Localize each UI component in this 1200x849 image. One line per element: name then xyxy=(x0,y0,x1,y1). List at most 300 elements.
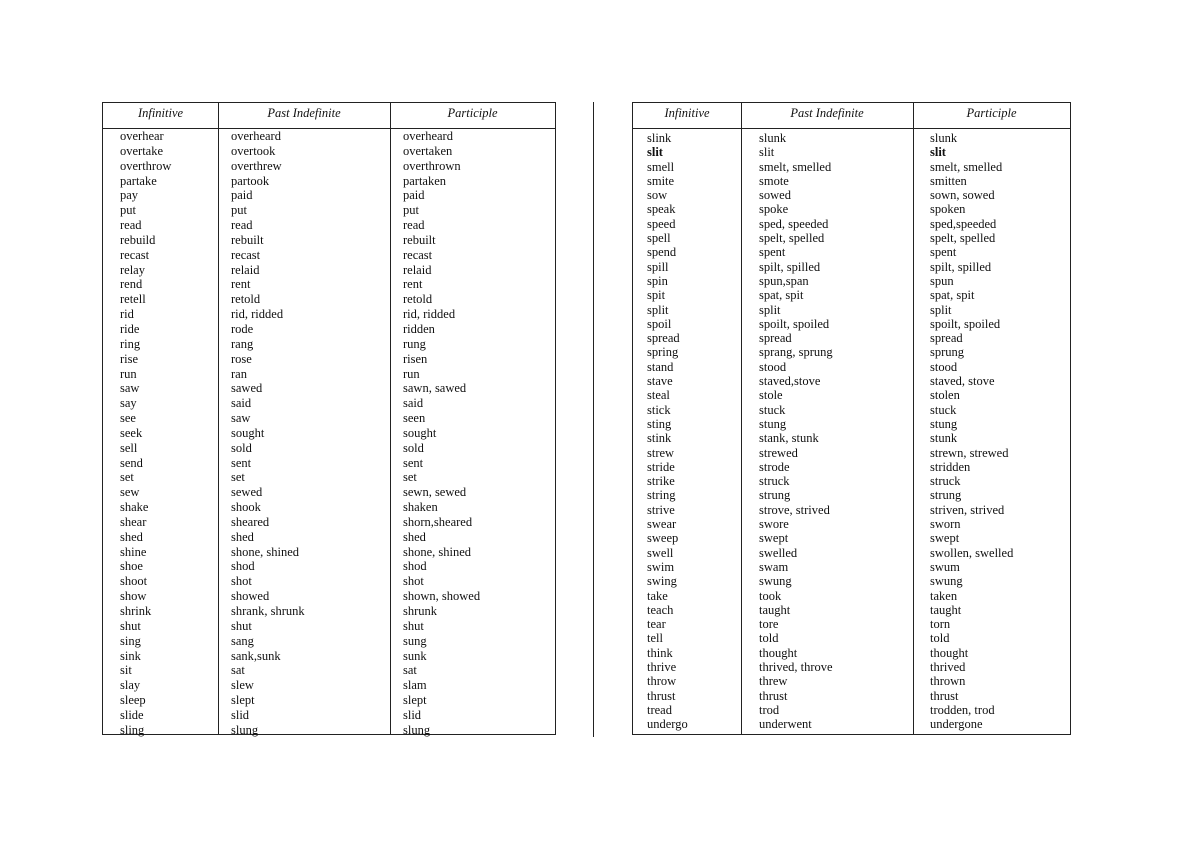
infinitive-cell: shake xyxy=(120,500,149,515)
infinitive-cell: shine xyxy=(120,544,147,559)
participle-cell: spread xyxy=(930,331,963,346)
participle-cell: sworn xyxy=(930,517,961,532)
past-indefinite-cell: shut xyxy=(231,618,252,633)
table-row xyxy=(103,515,555,530)
participle-cell: slung xyxy=(403,722,431,737)
past-indefinite-cell: partook xyxy=(231,173,270,188)
table-row xyxy=(103,159,555,174)
participle-cell: smitten xyxy=(930,173,967,188)
past-indefinite-cell: rid, ridded xyxy=(231,307,284,322)
infinitive-cell: relay xyxy=(120,262,145,277)
past-indefinite-cell: slept xyxy=(231,693,255,708)
past-indefinite-cell: swelled xyxy=(759,545,798,560)
table-row xyxy=(103,559,555,574)
right-verb-table xyxy=(632,102,1071,735)
infinitive-cell: seek xyxy=(120,425,143,440)
table-row xyxy=(633,403,1070,417)
participle-cell: spoilt, spoiled xyxy=(930,316,1001,331)
infinitive-cell: split xyxy=(647,302,669,317)
participle-cell: stunk xyxy=(930,431,958,446)
participle-cell: relaid xyxy=(403,262,432,277)
past-indefinite-cell: swung xyxy=(759,574,792,589)
infinitive-cell: rise xyxy=(120,351,139,366)
participle-cell: sped,speeded xyxy=(930,216,997,231)
past-indefinite-cell: rebuilt xyxy=(231,232,264,247)
infinitive-cell: undergo xyxy=(647,717,688,732)
past-indefinite-cell: strode xyxy=(759,459,790,474)
participle-cell: overthrown xyxy=(403,158,461,173)
infinitive-cell: slay xyxy=(120,678,141,693)
participle-cell: trodden, trod xyxy=(930,702,995,717)
table-row xyxy=(633,245,1070,259)
past-indefinite-cell: rang xyxy=(231,336,254,351)
participle-cell: sawn, sawed xyxy=(403,381,467,396)
past-indefinite-cell: spent xyxy=(759,245,786,260)
infinitive-cell: overtake xyxy=(120,143,164,158)
infinitive-cell: spend xyxy=(647,245,677,260)
table-row xyxy=(633,460,1070,474)
infinitive-cell: swim xyxy=(647,559,675,574)
past-indefinite-cell: spat, spit xyxy=(759,288,804,303)
infinitive-cell: tread xyxy=(647,702,672,717)
past-indefinite-cell: sawed xyxy=(231,381,263,396)
table-row xyxy=(633,446,1070,460)
table-row xyxy=(103,352,555,367)
table-row xyxy=(103,574,555,589)
participle-cell: smelt, smelled xyxy=(930,159,1003,174)
past-indefinite-cell: spoilt, spoiled xyxy=(759,316,830,331)
infinitive-cell: put xyxy=(120,203,136,218)
infinitive-cell: sling xyxy=(120,722,145,737)
table-row xyxy=(633,374,1070,388)
past-indefinite-cell: recast xyxy=(231,247,261,262)
past-indefinite-cell: trod xyxy=(759,702,780,717)
infinitive-cell: spread xyxy=(647,331,680,346)
table-row xyxy=(633,417,1070,431)
infinitive-cell: sweep xyxy=(647,531,679,546)
participle-cell: split xyxy=(930,302,952,317)
past-indefinite-cell: rose xyxy=(231,351,252,366)
table-row xyxy=(633,574,1070,588)
right-header-past-indefinite: Past Indefinite xyxy=(790,106,864,120)
infinitive-cell: say xyxy=(120,396,137,411)
table-row xyxy=(633,517,1070,531)
participle-cell: stuck xyxy=(930,402,957,417)
infinitive-cell: stave xyxy=(647,374,673,389)
table-row xyxy=(103,649,555,664)
table-row xyxy=(103,545,555,560)
participle-cell: set xyxy=(403,470,417,485)
table-row xyxy=(103,322,555,337)
past-indefinite-cell: smelt, smelled xyxy=(759,159,832,174)
past-indefinite-cell: sprang, sprung xyxy=(759,345,833,360)
participle-cell: thought xyxy=(930,645,969,660)
infinitive-cell: string xyxy=(647,488,676,503)
infinitive-cell: smite xyxy=(647,173,675,188)
participle-cell: sought xyxy=(403,425,437,440)
past-indefinite-cell: showed xyxy=(231,589,270,604)
infinitive-cell: shut xyxy=(120,618,141,633)
participle-cell: spelt, spelled xyxy=(930,231,996,246)
table-row xyxy=(633,231,1070,245)
participle-cell: sown, sowed xyxy=(930,188,995,203)
past-indefinite-cell: sang xyxy=(231,633,254,648)
past-indefinite-cell: staved,stove xyxy=(759,374,821,389)
infinitive-cell: sing xyxy=(120,633,141,648)
table-row xyxy=(103,693,555,708)
past-indefinite-cell: spread xyxy=(759,331,792,346)
infinitive-cell: rend xyxy=(120,277,143,292)
table-row xyxy=(103,619,555,634)
past-indefinite-cell: told xyxy=(759,631,779,646)
infinitive-cell: sit xyxy=(120,663,132,678)
participle-cell: read xyxy=(403,218,425,233)
participle-cell: struck xyxy=(930,474,961,489)
infinitive-cell: speed xyxy=(647,216,676,231)
participle-cell: shot xyxy=(403,574,424,589)
past-indefinite-cell: strove, strived xyxy=(759,502,830,517)
table-row xyxy=(103,411,555,426)
infinitive-cell: sew xyxy=(120,485,140,500)
past-indefinite-cell: saw xyxy=(231,411,251,426)
infinitive-cell: speak xyxy=(647,202,676,217)
right-header-participle: Participle xyxy=(966,106,1017,120)
table-row xyxy=(633,646,1070,660)
past-indefinite-cell: strewed xyxy=(759,445,798,460)
table-row xyxy=(103,500,555,515)
past-indefinite-cell: slunk xyxy=(759,131,787,145)
infinitive-cell: send xyxy=(120,455,143,470)
left-table-body xyxy=(103,129,555,738)
table-row xyxy=(633,531,1070,545)
infinitive-cell: swell xyxy=(647,545,674,560)
table-row xyxy=(103,174,555,189)
table-row xyxy=(633,288,1070,302)
participle-cell: ridden xyxy=(403,321,435,336)
participle-cell: thrived xyxy=(930,659,966,674)
participle-cell: spilt, spilled xyxy=(930,259,992,274)
participle-cell: taught xyxy=(930,602,962,617)
participle-cell: shone, shined xyxy=(403,544,472,559)
infinitive-cell: set xyxy=(120,470,134,485)
past-indefinite-cell: spoke xyxy=(759,202,789,217)
table-row xyxy=(633,603,1070,617)
table-row xyxy=(103,663,555,678)
table-row xyxy=(633,631,1070,645)
infinitive-cell: swear xyxy=(647,517,677,532)
table-row xyxy=(633,202,1070,216)
table-row xyxy=(633,674,1070,688)
participle-cell: shrunk xyxy=(403,604,438,618)
participle-cell: taken xyxy=(930,588,958,603)
table-row xyxy=(103,307,555,322)
table-row xyxy=(103,233,555,248)
infinitive-cell: retell xyxy=(120,292,146,307)
infinitive-cell: spin xyxy=(647,273,668,288)
participle-cell: partaken xyxy=(403,173,447,188)
table-row xyxy=(633,303,1070,317)
past-indefinite-cell: stuck xyxy=(759,402,786,417)
past-indefinite-cell: spelt, spelled xyxy=(759,231,825,246)
participle-cell: shaken xyxy=(403,500,438,515)
left-header-past-indefinite: Past Indefinite xyxy=(267,106,341,120)
past-indefinite-cell: rent xyxy=(231,277,251,292)
participle-cell: shed xyxy=(403,529,426,544)
past-indefinite-cell: sewed xyxy=(231,485,263,500)
infinitive-cell: rebuild xyxy=(120,232,156,247)
table-row xyxy=(633,274,1070,288)
table-row xyxy=(633,589,1070,603)
infinitive-cell: overthrow xyxy=(120,158,172,173)
table-row xyxy=(103,188,555,203)
table-row xyxy=(633,345,1070,359)
table-row xyxy=(633,145,1070,159)
infinitive-cell: think xyxy=(647,645,673,660)
past-indefinite-cell: overthrew xyxy=(231,158,282,173)
table-row xyxy=(103,634,555,649)
participle-cell: recast xyxy=(403,247,433,262)
infinitive-cell: shed xyxy=(120,529,143,544)
participle-cell: overtaken xyxy=(403,143,453,158)
infinitive-cell: throw xyxy=(647,674,677,689)
participle-cell: stung xyxy=(930,416,958,431)
table-row xyxy=(633,503,1070,517)
past-indefinite-cell: stood xyxy=(759,359,787,374)
past-indefinite-cell: shone, shined xyxy=(231,544,300,559)
participle-cell: spun xyxy=(930,273,954,288)
infinitive-cell: run xyxy=(120,366,137,381)
past-indefinite-cell: spun,span xyxy=(759,273,809,288)
past-indefinite-cell: shed xyxy=(231,529,254,544)
table-row xyxy=(103,485,555,500)
participle-cell: shod xyxy=(403,559,427,574)
past-indefinite-cell: sheared xyxy=(231,514,270,529)
infinitive-cell: ring xyxy=(120,336,141,351)
table-row xyxy=(103,129,555,144)
past-indefinite-cell: shook xyxy=(231,500,261,515)
infinitive-cell: slink xyxy=(647,131,672,145)
infinitive-cell: teach xyxy=(647,602,674,617)
participle-cell: risen xyxy=(403,351,428,366)
participle-cell: stolen xyxy=(930,388,960,403)
past-indefinite-cell: smote xyxy=(759,173,789,188)
participle-cell: undergone xyxy=(930,717,983,732)
past-indefinite-cell: paid xyxy=(231,188,253,203)
infinitive-cell: stand xyxy=(647,359,674,374)
past-indefinite-cell: overtook xyxy=(231,143,276,158)
past-indefinite-cell: ran xyxy=(231,366,247,381)
table-row xyxy=(633,160,1070,174)
participle-cell: thrown xyxy=(930,674,966,689)
participle-cell: sold xyxy=(403,440,424,455)
infinitive-cell: sink xyxy=(120,648,141,663)
participle-cell: run xyxy=(403,366,420,381)
infinitive-cell: shear xyxy=(120,514,147,529)
table-row xyxy=(103,723,555,738)
participle-cell: striven, strived xyxy=(930,502,1005,517)
table-row xyxy=(103,604,555,619)
infinitive-cell: slide xyxy=(120,707,144,722)
past-indefinite-cell: taught xyxy=(759,602,791,617)
past-indefinite-cell: sought xyxy=(231,425,265,440)
past-indefinite-cell: retold xyxy=(231,292,261,307)
past-indefinite-cell: slew xyxy=(231,678,254,693)
past-indefinite-cell: thought xyxy=(759,645,798,660)
table-row xyxy=(633,474,1070,488)
table-row xyxy=(633,131,1070,145)
table-row xyxy=(103,396,555,411)
participle-cell: torn xyxy=(930,617,951,632)
past-indefinite-cell: stank, stunk xyxy=(759,431,819,446)
past-indefinite-cell: read xyxy=(231,218,253,233)
table-row xyxy=(633,431,1070,445)
participle-cell: slam xyxy=(403,678,427,693)
table-row xyxy=(103,708,555,723)
infinitive-cell: stride xyxy=(647,459,675,474)
infinitive-cell: strew xyxy=(647,445,675,460)
participle-cell: strung xyxy=(930,488,962,503)
infinitive-cell: spit xyxy=(647,288,666,303)
infinitive-cell: smell xyxy=(647,159,675,174)
infinitive-cell: sting xyxy=(647,416,672,431)
infinitive-cell: sleep xyxy=(120,693,146,708)
past-indefinite-cell: underwent xyxy=(759,717,812,732)
participle-cell: sunk xyxy=(403,648,427,663)
infinitive-cell: slit xyxy=(647,145,663,160)
participle-cell: rung xyxy=(403,336,426,351)
past-indefinite-cell: sped, speeded xyxy=(759,216,829,231)
table-row xyxy=(633,331,1070,345)
table-row xyxy=(103,248,555,263)
past-indefinite-cell: spilt, spilled xyxy=(759,259,821,274)
infinitive-cell: show xyxy=(120,589,147,604)
left-header-participle: Participle xyxy=(447,106,498,120)
table-row xyxy=(103,292,555,307)
participle-cell: sung xyxy=(403,633,427,648)
participle-cell: slunk xyxy=(930,131,958,145)
table-row xyxy=(633,260,1070,274)
participle-cell: stridden xyxy=(930,459,971,474)
infinitive-cell: saw xyxy=(120,381,140,396)
past-indefinite-cell: slid xyxy=(231,707,250,722)
table-row xyxy=(633,217,1070,231)
participle-cell: slid xyxy=(403,707,422,722)
table-row xyxy=(103,441,555,456)
infinitive-cell: shoe xyxy=(120,559,143,574)
past-indefinite-cell: sank,sunk xyxy=(231,648,281,663)
participle-cell: swept xyxy=(930,531,960,546)
table-row xyxy=(103,277,555,292)
right-header-infinitive: Infinitive xyxy=(664,106,710,120)
past-indefinite-cell: sold xyxy=(231,440,252,455)
past-indefinite-cell: set xyxy=(231,470,245,485)
infinitive-cell: ride xyxy=(120,321,140,336)
right-table-body xyxy=(633,131,1070,731)
table-row xyxy=(633,388,1070,402)
table-row xyxy=(633,488,1070,502)
past-indefinite-cell: threw xyxy=(759,674,788,689)
participle-cell: spat, spit xyxy=(930,288,975,303)
participle-cell: thrust xyxy=(930,688,959,703)
infinitive-cell: stick xyxy=(647,402,671,417)
participle-cell: sewn, sewed xyxy=(403,485,467,500)
past-indefinite-cell: sowed xyxy=(759,188,791,203)
infinitive-cell: recast xyxy=(120,247,150,262)
participle-cell: told xyxy=(930,631,950,646)
infinitive-cell: tear xyxy=(647,617,666,632)
past-indefinite-cell: relaid xyxy=(231,262,260,277)
past-indefinite-cell: tore xyxy=(759,617,779,632)
infinitive-cell: read xyxy=(120,218,142,233)
participle-cell: overheard xyxy=(403,129,453,143)
infinitive-cell: pay xyxy=(120,188,139,203)
infinitive-cell: overhear xyxy=(120,129,164,143)
past-indefinite-cell: slung xyxy=(231,722,259,737)
past-indefinite-cell: shrank, shrunk xyxy=(231,604,305,618)
table-row xyxy=(103,144,555,159)
table-row xyxy=(633,360,1070,374)
infinitive-cell: strike xyxy=(647,474,675,489)
table-row xyxy=(633,717,1070,731)
infinitive-cell: see xyxy=(120,411,136,426)
infinitive-cell: sow xyxy=(647,188,668,203)
table-row xyxy=(103,530,555,545)
left-table-header xyxy=(103,103,555,129)
participle-cell: stood xyxy=(930,359,958,374)
infinitive-cell: spill xyxy=(647,259,669,274)
past-indefinite-cell: shod xyxy=(231,559,255,574)
past-indefinite-cell: swam xyxy=(759,559,789,574)
infinitive-cell: partake xyxy=(120,173,157,188)
participle-cell: paid xyxy=(403,188,425,203)
infinitive-cell: sell xyxy=(120,440,138,455)
infinitive-cell: stink xyxy=(647,431,672,446)
table-row xyxy=(633,689,1070,703)
past-indefinite-cell: overheard xyxy=(231,129,281,143)
table-row xyxy=(633,546,1070,560)
table-row xyxy=(103,263,555,278)
participle-cell: sat xyxy=(403,663,417,678)
infinitive-cell: steal xyxy=(647,388,670,403)
past-indefinite-cell: shot xyxy=(231,574,252,589)
participle-cell: rid, ridded xyxy=(403,307,456,322)
participle-cell: swum xyxy=(930,559,960,574)
past-indefinite-cell: took xyxy=(759,588,782,603)
table-row xyxy=(633,174,1070,188)
past-indefinite-cell: swept xyxy=(759,531,789,546)
table-row xyxy=(103,678,555,693)
past-indefinite-cell: strung xyxy=(759,488,791,503)
participle-cell: swung xyxy=(930,574,963,589)
table-row xyxy=(633,188,1070,202)
participle-cell: shorn,sheared xyxy=(403,514,473,529)
infinitive-cell: spoil xyxy=(647,316,672,331)
table-row xyxy=(103,337,555,352)
infinitive-cell: swing xyxy=(647,574,677,589)
participle-cell: slept xyxy=(403,693,427,708)
table-row xyxy=(103,426,555,441)
infinitive-cell: spring xyxy=(647,345,679,360)
past-indefinite-cell: swore xyxy=(759,517,789,532)
participle-cell: rebuilt xyxy=(403,232,436,247)
past-indefinite-cell: struck xyxy=(759,474,790,489)
infinitive-cell: strive xyxy=(647,502,675,517)
page-separator-line xyxy=(593,102,594,737)
infinitive-cell: rid xyxy=(120,307,134,322)
table-row xyxy=(103,203,555,218)
past-indefinite-cell: slit xyxy=(759,145,775,160)
past-indefinite-cell: stole xyxy=(759,388,783,403)
